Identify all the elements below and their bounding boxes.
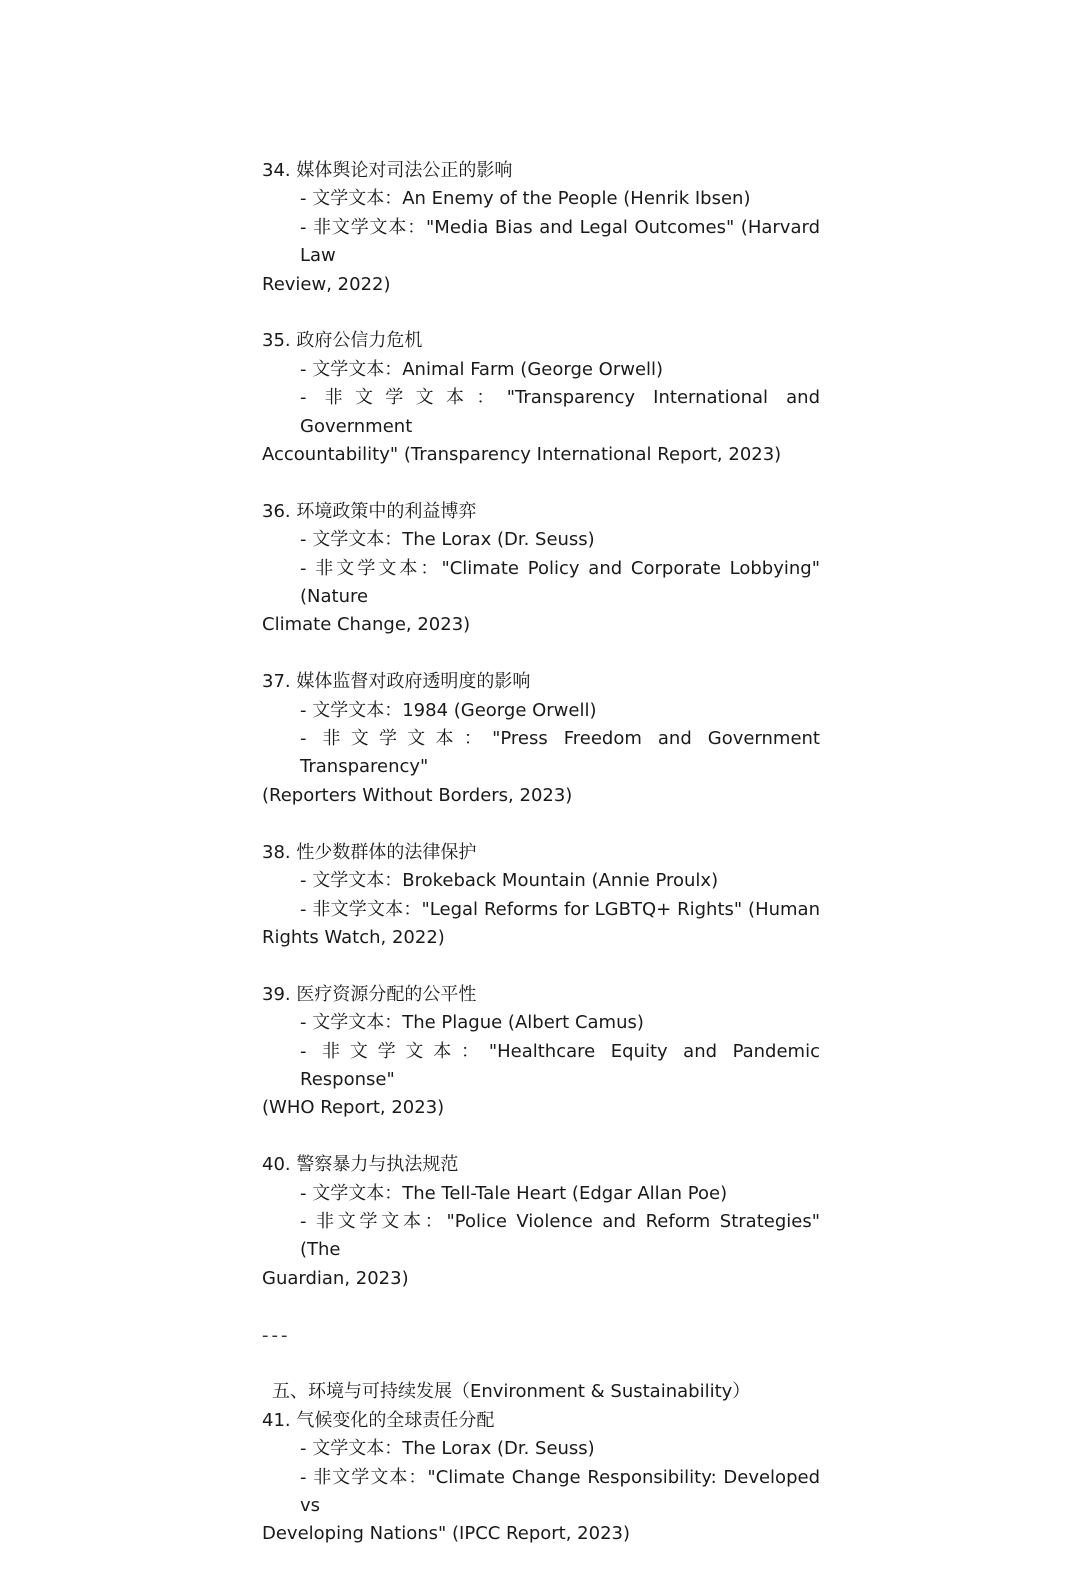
literary-text: - 文学文本：The Tell-Tale Heart (Edgar Allan Poe): [300, 1182, 728, 1204]
topic-heading: 37. 媒体监督对政府透明度的影响: [262, 671, 531, 693]
list-item-39: [262, 981, 820, 1123]
nonliterary-text: - 非文学文本："Climate Change Responsibility: Developed vs: [300, 1466, 820, 1516]
list-item-34: [262, 157, 820, 299]
topic-heading: 34. 媒体舆论对司法公正的影响: [262, 160, 513, 181]
topic-heading: 35. 政府公信力危机: [262, 330, 423, 352]
topic-heading: 41. 气候变化的全球责任分配: [262, 1409, 495, 1431]
nonliterary-text: - 非文学文本："Police Violence and Reform Strategies" (The: [300, 1210, 820, 1261]
list-item-40: [262, 1151, 820, 1293]
nonliterary-text: - 非文学文本："Press Freedom and Government Transparency": [300, 728, 820, 778]
list-item-38: [262, 839, 820, 953]
topic-heading: 39. 医疗资源分配的公平性: [262, 983, 477, 1005]
list-item-35: [262, 327, 820, 469]
literary-text: - 文学文本：Brokeback Mountain (Annie Proulx): [300, 870, 719, 892]
literary-text: - 文学文本：1984 (George Orwell): [300, 699, 597, 721]
nonliterary-text-continued: Rights Watch, 2022): [262, 926, 445, 948]
nonliterary-text-continued: Climate Change, 2023): [262, 614, 471, 636]
nonliterary-text-continued: Accountability" (Transparency International Report, 2023): [262, 444, 782, 466]
literary-text: - 文学文本：An Enemy of the People (Henrik Ibsen): [300, 188, 751, 210]
section-title: 五、环境与可持续发展（Environment & Sustainability）: [272, 1381, 751, 1403]
document-page: [262, 157, 820, 1577]
nonliterary-text: - 非文学文本："Legal Reforms for LGBTQ+ Rights" (Human: [300, 898, 820, 920]
nonliterary-text: - 非文学文本："Transparency International and Government: [300, 387, 820, 437]
literary-text: - 文学文本：Animal Farm (George Orwell): [300, 358, 664, 380]
nonliterary-text-continued: (Reporters Without Borders, 2023): [262, 784, 573, 806]
list-item-36: [262, 498, 820, 640]
topic-heading: 38. 性少数群体的法律保护: [262, 841, 477, 863]
nonliterary-text: - 非文学文本："Climate Policy and Corporate Lobbying" (Nature: [300, 557, 820, 608]
nonliterary-text-continued: Review, 2022): [262, 273, 391, 295]
topic-heading: 36. 环境政策中的利益博弈: [262, 500, 477, 522]
literary-text: - 文学文本：The Plague (Albert Camus): [300, 1012, 644, 1034]
list-item-37: [262, 668, 820, 810]
nonliterary-text-continued: Developing Nations" (IPCC Report, 2023): [262, 1523, 630, 1545]
nonliterary-text-continued: (WHO Report, 2023): [262, 1097, 445, 1119]
topic-heading: 40. 警察暴力与执法规范: [262, 1154, 459, 1176]
nonliterary-text-continued: Guardian, 2023): [262, 1267, 409, 1289]
nonliterary-text: - 非文学文本："Media Bias and Legal Outcomes" (Harvard Law: [300, 216, 820, 267]
literary-text: - 文学文本：The Lorax (Dr. Seuss): [300, 529, 595, 551]
section-divider: ---: [262, 1324, 291, 1346]
nonliterary-text: - 非文学文本："Healthcare Equity and Pandemic Response": [300, 1040, 820, 1090]
literary-text: - 文学文本：The Lorax (Dr. Seuss): [300, 1438, 595, 1460]
section-environment: [262, 1378, 820, 1548]
